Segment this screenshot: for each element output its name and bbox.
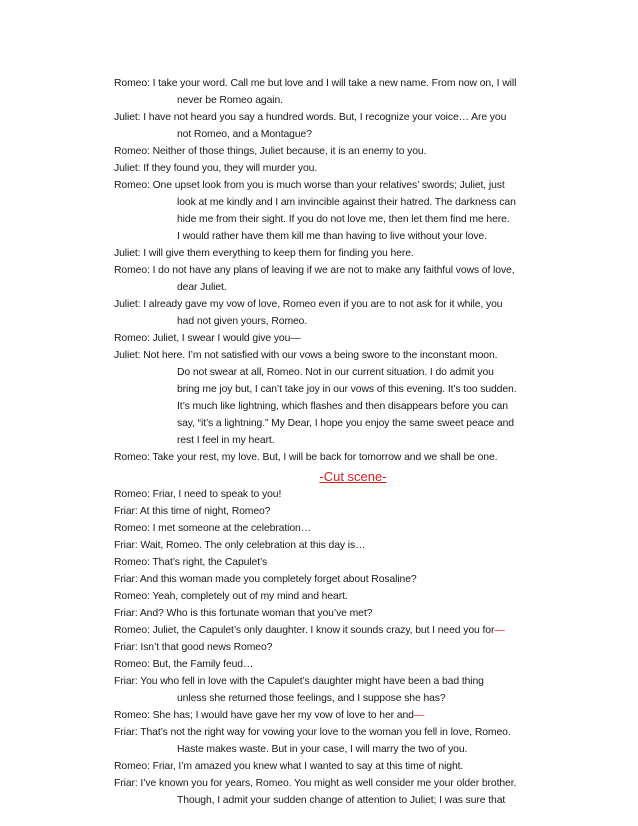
dialogue-line: Juliet: I already gave my vow of love, Romeo even if you are to not ask for it while, you [114, 299, 503, 310]
dialogue-continuation: Haste makes waste. But in your case, I will marry the two of you. [177, 744, 468, 755]
dialogue-line [114, 622, 574, 639]
scene-break-heading: -Cut scene- [319, 469, 387, 484]
dialogue-line: Friar: And this woman made you completely forget about Rosaline? [114, 574, 417, 585]
dialogue-line: Romeo: Friar, I’m amazed you knew what I wanted to say at this time of night. [114, 761, 464, 772]
dialogue-continuation: Do not swear at all, Romeo. Not in our current situation. I do admit you [177, 367, 494, 378]
dialogue-line: Friar: Isn’t that good news Romeo? [114, 642, 273, 653]
dialogue-continuation: look at me kindly and I am invincible against their hatred. The darkness can [177, 197, 516, 208]
dialogue-line: Romeo: Yeah, completely out of my mind and heart. [114, 591, 348, 602]
dialogue-continuation: say, “it’s a lightning.” My Dear, I hope you enjoy the same sweet peace and [177, 418, 514, 429]
dialogue-line: Friar: At this time of night, Romeo? [114, 506, 271, 517]
dialogue-line: Romeo: I do not have any plans of leaving if we are not to make any faithful vows of love, [114, 265, 515, 276]
interruption-dash: — [494, 625, 505, 636]
dialogue-continuation: hide me from their sight. If you do not love me, then let them find me here. [177, 214, 510, 225]
dialogue-continuation: I would rather have them kill me than having to live without your love. [177, 231, 487, 242]
dialogue-line: Romeo: Take your rest, my love. But, I will be back for tomorrow and we shall be one. [114, 452, 498, 463]
dialogue-continuation: rest I feel in my heart. [177, 435, 275, 446]
dialogue-line: Romeo: But, the Family feud… [114, 659, 254, 670]
interruption-dash: — [413, 710, 425, 721]
dialogue-line: Romeo: Neither of those things, Juliet because, it is an enemy to you. [114, 146, 427, 157]
dialogue-line [114, 707, 574, 724]
dialogue-text: Romeo: She has; I would have gave her my vow of love to her and [114, 710, 414, 721]
dialogue-line: Romeo: One upset look from you is much worse than your relatives’ swords; Juliet, just [114, 180, 505, 191]
dialogue-text: Romeo: Juliet, the Capulet’s only daughter. I know it sounds crazy, but I need you for [114, 625, 495, 636]
dialogue-continuation: never be Romeo again. [177, 95, 283, 106]
script-body [114, 75, 574, 809]
dialogue-line: Romeo: Juliet, I swear I would give you— [114, 333, 301, 344]
dialogue-line: Juliet: I have not heard you say a hundred words. But, I recognize your voice… Are you [114, 112, 507, 123]
dialogue-continuation: bring me joy but, I can’t take joy in our vows of this evening. It’s too sudden. [177, 384, 517, 395]
dialogue-line: Friar: And? Who is this fortunate woman that you’ve met? [114, 608, 373, 619]
dialogue-line: Juliet: Not here. I’m not satisfied with our vows a being swore to the inconstant moon. [114, 350, 498, 361]
dialogue-continuation: It’s much like lightning, which flashes and then disappears before you can [177, 401, 508, 412]
dialogue-line: Juliet: I will give them everything to keep them for finding you here. [114, 248, 414, 259]
dialogue-continuation: had not given yours, Romeo. [177, 316, 308, 327]
dialogue-line: Romeo: That’s right, the Capulet’s [114, 557, 268, 568]
dialogue-line: Romeo: I met someone at the celebration… [114, 523, 311, 534]
dialogue-continuation: unless she returned those feelings, and I suppose she has? [177, 693, 446, 704]
dialogue-continuation: not Romeo, and a Montague? [177, 129, 312, 140]
dialogue-line: Friar: Wait, Romeo. The only celebration at this day is… [114, 540, 366, 551]
dialogue-line: Romeo: Friar, I need to speak to you! [114, 489, 282, 500]
dialogue-line: Romeo: I take your word. Call me but love and I will take a new name. From now on, I will [114, 78, 517, 89]
dialogue-continuation: dear Juliet. [177, 282, 227, 293]
dialogue-continuation: Though, I admit your sudden change of attention to Juliet; I was sure that [177, 795, 506, 806]
dialogue-line: Friar: That’s not the right way for vowing your love to the woman you fell in love, Romeo. [114, 727, 511, 738]
dialogue-line: Friar: I’ve known you for years, Romeo. You might as well consider me your older brother. [114, 778, 517, 789]
dialogue-line: Juliet: If they found you, they will murder you. [114, 163, 318, 174]
dialogue-line: Friar: You who fell in love with the Capulet’s daughter might have been a bad thing [114, 676, 484, 687]
